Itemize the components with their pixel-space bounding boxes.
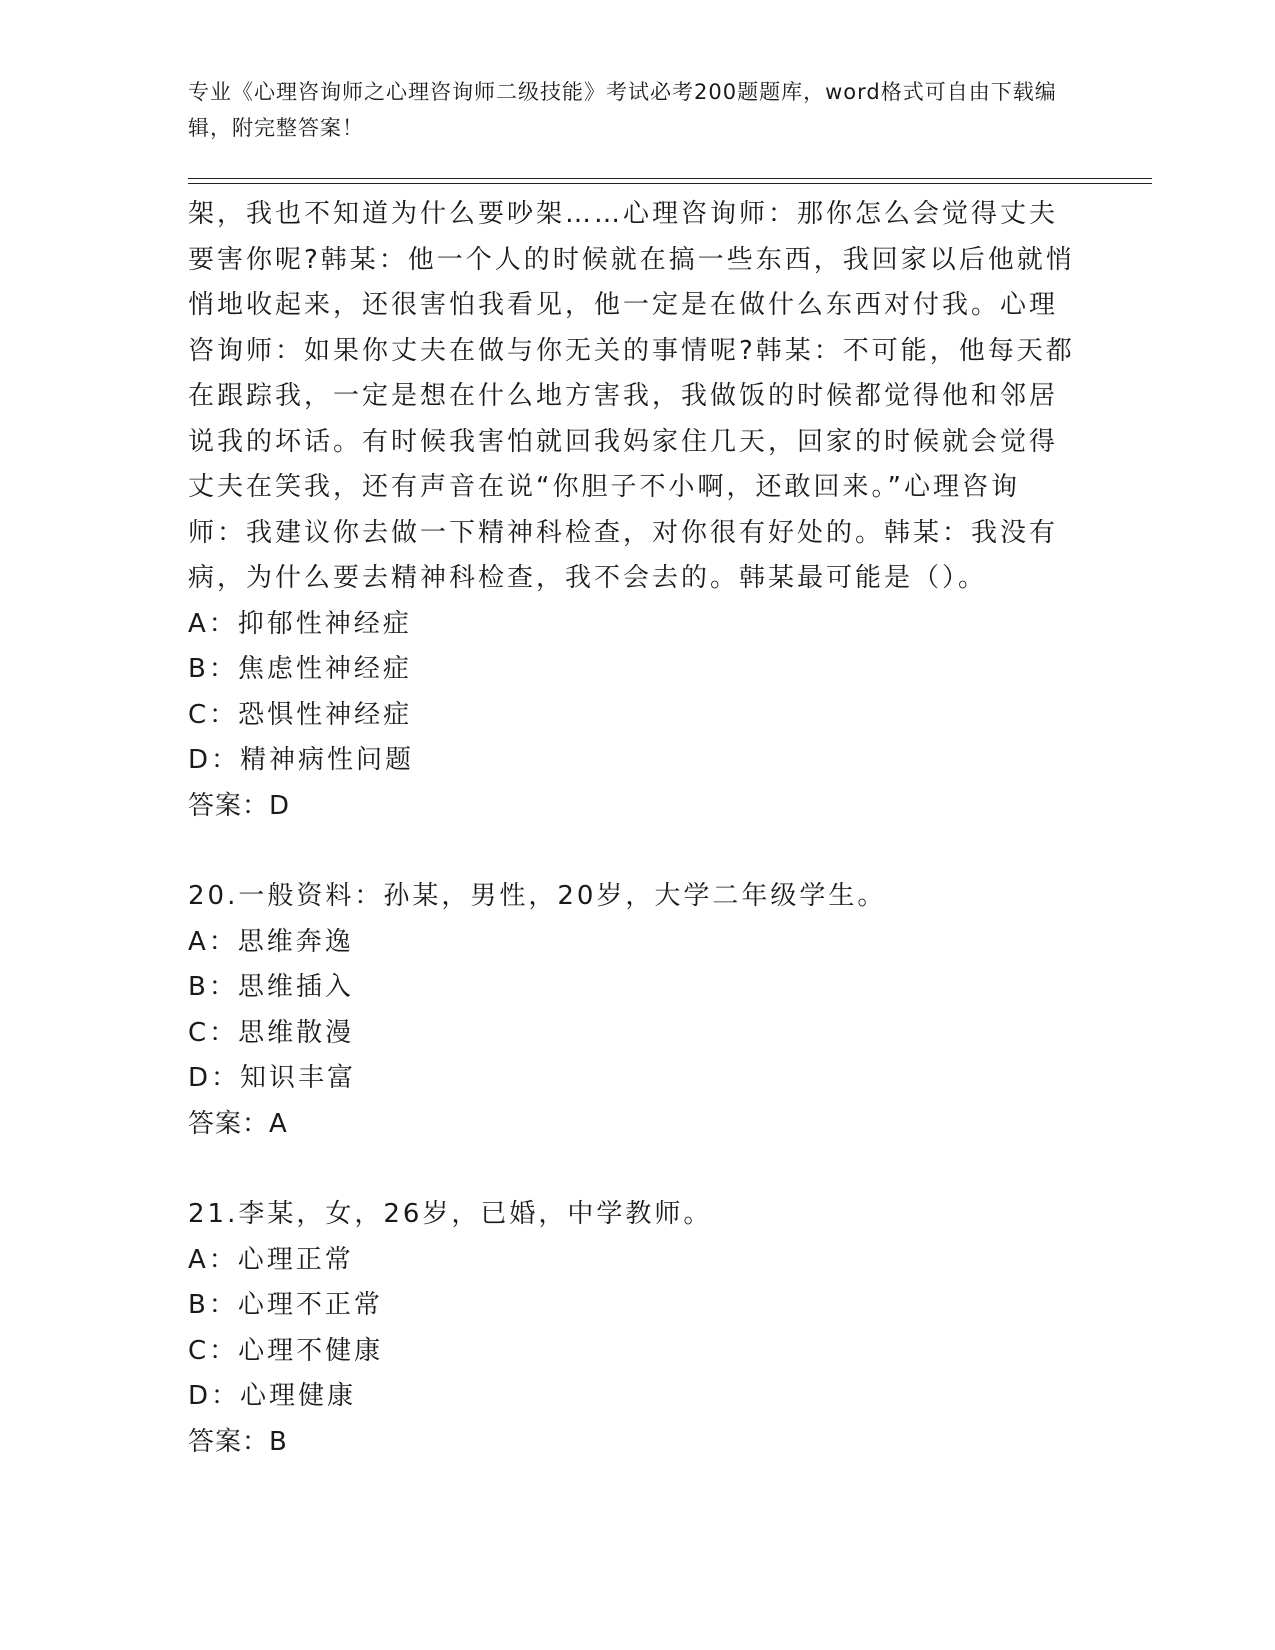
passage-line: 要害你呢?韩某：他一个人的时候就在搞一些东西，我回家以后他就悄 — [188, 244, 1075, 275]
option-d: D：知识丰富 — [188, 1063, 357, 1093]
option-b: B：思维插入 — [188, 972, 354, 1002]
option-c: C：心理不健康 — [188, 1335, 384, 1366]
option-a: A：心理正常 — [188, 1244, 354, 1275]
question-19-continuation — [188, 192, 1088, 829]
question-title: 21.李某，女，26岁，已婚，中学教师。 — [188, 1199, 713, 1229]
option-b: B：心理不正常 — [188, 1290, 383, 1320]
passage-line: 咨询师：如果你丈夫在做与你无关的事情呢?韩某：不可能，他每天都 — [188, 335, 1075, 366]
passage-line: 架，我也不知道为什么要吵架……心理咨询师：那你怎么会觉得丈夫 — [188, 199, 1059, 229]
option-d: D：精神病性问题 — [188, 745, 415, 775]
option-c: C：恐惧性神经症 — [188, 699, 413, 730]
header-divider-top — [188, 178, 1152, 179]
answer-line: 答案：B — [188, 1426, 288, 1457]
passage-line: 丈夫在笑我，还有声音在说“你胆子不小啊，还敢回来。”心理咨询 — [188, 472, 1020, 502]
option-a: A：思维奔逸 — [188, 926, 354, 957]
passage-line: 在跟踪我，一定是想在什么地方害我，我做饭的时候都觉得他和邻居 — [188, 381, 1059, 411]
document-body — [188, 192, 1088, 1465]
option-d: D：心理健康 — [188, 1381, 357, 1411]
question-20 — [188, 874, 1088, 1147]
answer-line: 答案：A — [188, 1108, 288, 1139]
question-title: 20.一般资料：孙某，男性，20岁，大学二年级学生。 — [188, 881, 887, 911]
header-divider-bottom — [188, 183, 1152, 184]
document-header: 专业《心理咨询师之心理咨询师二级技能》考试必考200题题库，word格式可自由下载编辑，附完整答案！ — [188, 80, 1057, 140]
option-c: C：思维散漫 — [188, 1017, 355, 1048]
passage-line: 师：我建议你去做一下精神科检查，对你很有好处的。韩某：我没有 — [188, 517, 1059, 548]
option-b: B：焦虑性神经症 — [188, 654, 412, 684]
option-a: A：抑郁性神经症 — [188, 608, 412, 639]
answer-line: 答案：D — [188, 790, 291, 821]
passage-line: 悄地收起来，还很害怕我看见，他一定是在做什么东西对付我。心理 — [188, 290, 1059, 320]
passage-line: 病，为什么要去精神科检查，我不会去的。韩某最可能是（）。 — [188, 563, 988, 593]
passage-line: 说我的坏话。有时候我害怕就回我妈家住几天，回家的时候就会觉得 — [188, 426, 1059, 457]
question-21 — [188, 1192, 1088, 1465]
